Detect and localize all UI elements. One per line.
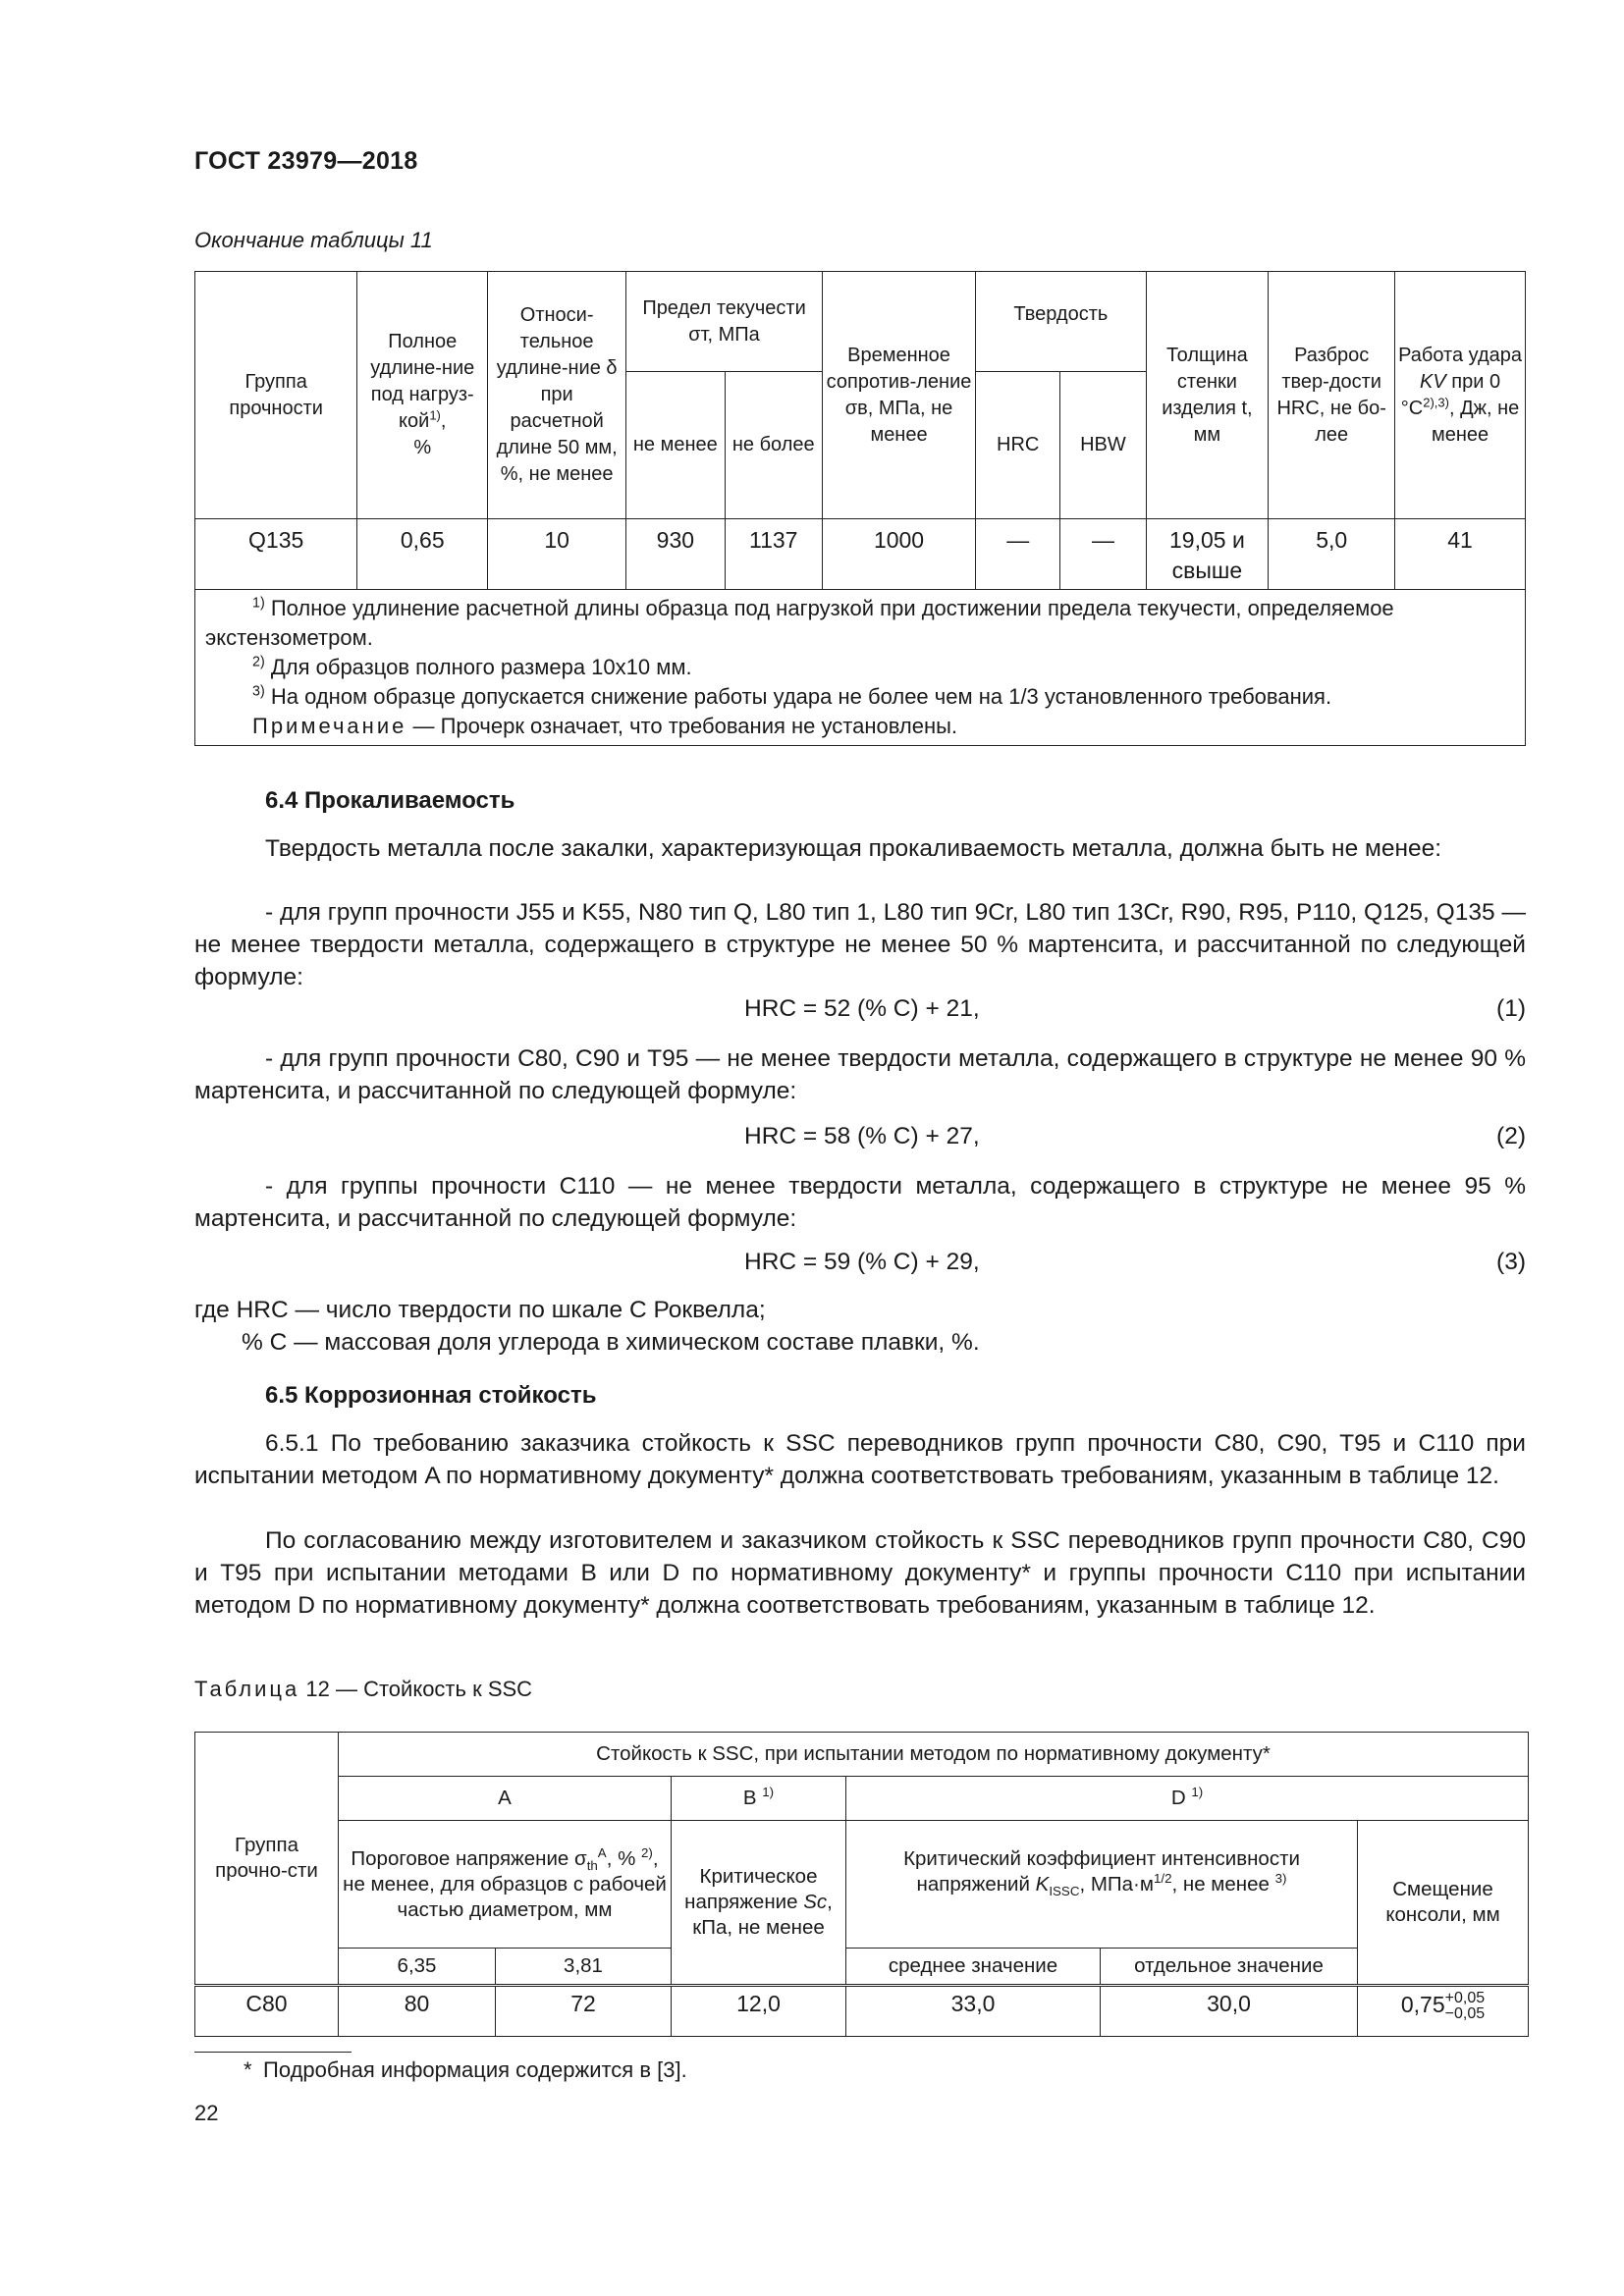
- t11-note-3: $^{3)}$ На одном образце допускается снижение работы удара не более чем на 1/3 установленного требования.: [252, 683, 1332, 709]
- t12-header-critical: Критическое напряжение Sc, кПа, не менее: [672, 1821, 846, 1986]
- section-6-4-p4: - для группы прочности C110 — не менее твердости металла, содержащего в структуре не менее 95 % мартенсита, и рассчитанной по следующей формуле:: [194, 1173, 1526, 1232]
- footnote: * Подробная информация содержится в [3].: [244, 2057, 687, 2082]
- t11-header-rel-elong: Относи-тельное удлине-ние δ при расчетной длине 50 мм, %, не менее: [488, 272, 626, 519]
- t12-header-d381: 3,81: [496, 1949, 672, 1986]
- table-12: [194, 1732, 1529, 2037]
- section-6-4-p2: - для групп прочности J55 и K55, N80 тип Q, L80 тип 1, L80 тип 9Cr, L80 тип 13Cr, R90, R95, P110, Q125, Q135 — не менее твердости металла, содержащего в структуре не менее 50 % мартенсита, и рассчитанной по следующей формуле:: [194, 899, 1526, 990]
- t11-header-spread: Разброс твер-дости HRC, не бо-лее: [1269, 272, 1395, 519]
- t11-header-full-elong: Полное удлине-ние под нагруз-кой$^{1)}$, %: [357, 272, 488, 519]
- t11-cell-yield-min: 930: [626, 519, 725, 590]
- t11-cell-full-elong: 0,65: [357, 519, 488, 590]
- t12-header-displacement: Смещение консоли, мм: [1358, 1821, 1529, 1986]
- t12-cell-b: 12,0: [672, 1986, 846, 2037]
- table12-caption: Таблица 12 — Стойкость к SSC: [194, 1677, 533, 1701]
- t12-cell-a635: 80: [339, 1986, 496, 2037]
- formula-1: HRC = 52 (% C) + 21, (1): [744, 995, 1526, 1022]
- t12-header-method-b: B $^{1)}$: [672, 1777, 846, 1821]
- document-header: ГОСТ 23979—2018: [194, 147, 418, 175]
- t11-cell-hbw: —: [1060, 519, 1146, 590]
- page-number: 22: [194, 2101, 219, 2125]
- formula-where-2: % C — массовая доля углерода в химическом составе плавки, %.: [242, 1329, 980, 1356]
- section-6-5-title: 6.5 Коррозионная стойкость: [265, 1382, 597, 1409]
- section-6-4-title: 6.4 Прокаливаемость: [265, 787, 515, 814]
- t11-note-1: $^{1)}$ Полное удлинение расчетной длины образца под нагрузкой при достижении предела текучести, определяемое экстензометром.: [205, 595, 1394, 650]
- section-6-5-p1: 6.5.1 По требованию заказчика стойкость к SSC переводников групп прочности C80, C90, T95 и C110 при испытании методом A по нормативному документу* должна соответствовать требованиям, указанным в таблице 12.: [194, 1430, 1526, 1489]
- t11-header-yield: Предел текучести σт, МПа: [626, 272, 823, 372]
- t12-cell-d-single: 30,0: [1101, 1986, 1358, 2037]
- t11-header-tensile: Временное сопротив-ление σв, МПа, не менее: [822, 272, 975, 519]
- t11-header-thickness: Толщина стенки изделия t, мм: [1146, 272, 1269, 519]
- t12-cell-a381: 72: [496, 1986, 672, 2037]
- t11-header-hardness: Твердость: [976, 272, 1146, 372]
- t11-header-hbw: HBW: [1060, 372, 1146, 519]
- t12-cell-displacement: 0,75+0,05 −0,05: [1358, 1986, 1529, 2037]
- t12-header-method-d: D $^{1)}$: [846, 1777, 1529, 1821]
- footnote-divider: [194, 2052, 352, 2053]
- t11-header-group: Группа прочности: [195, 272, 357, 519]
- section-6-4-p3: - для групп прочности C80, C90 и T95 — не менее твердости металла, содержащего в структуре не менее 90 % мартенсита, и рассчитанной по следующей формуле:: [194, 1045, 1526, 1104]
- t12-header-single: отдельное значение: [1101, 1949, 1358, 1986]
- t12-header-resist: Стойкость к SSC, при испытании методом по нормативному документу*: [339, 1733, 1529, 1777]
- t11-notes: [195, 590, 1526, 746]
- table-11: [194, 271, 1526, 746]
- formula-3: HRC = 59 (% C) + 29, (3): [744, 1249, 1526, 1275]
- t12-header-avg: среднее значение: [846, 1949, 1101, 1986]
- t11-header-yield-min: не менее: [626, 372, 725, 519]
- formula-2: HRC = 58 (% C) + 27, (2): [744, 1123, 1526, 1149]
- t12-header-d635: 6,35: [339, 1949, 496, 1986]
- formula-where-1: где HRC — число твердости по шкале С Роквелла;: [194, 1297, 766, 1323]
- section-6-4-p1: Твердость металла после закалки, характеризующая прокаливаемость металла, должна быть не менее:: [265, 835, 1442, 862]
- t12-cell-group: C80: [195, 1986, 339, 2037]
- t11-cell-group: Q135: [195, 519, 357, 590]
- t12-header-threshold: Пороговое напряжение $\sigma_{th}^A$, % $^{2)}$, не менее, для образцов с рабочей частью диаметром, мм: [339, 1821, 672, 1949]
- t11-note-general: Примечание — Прочерк означает, что требования не установлены.: [252, 714, 958, 738]
- table11-caption: Окончание таблицы 11: [194, 228, 433, 252]
- t12-cell-d-avg: 33,0: [846, 1986, 1101, 2037]
- t11-cell-thickness: 19,05 и свыше: [1146, 519, 1269, 590]
- t11-cell-impact: 41: [1395, 519, 1526, 590]
- t12-header-kissc: Критический коэффициент интенсивности напряжений $K_{ISSC}$, $МПа\cdot м^{1/2}$, не менее $^{3)}$: [846, 1821, 1358, 1949]
- t11-cell-tensile: 1000: [822, 519, 975, 590]
- t11-cell-yield-max: 1137: [725, 519, 822, 590]
- t12-header-method-a: A: [339, 1777, 672, 1821]
- t11-cell-spread: 5,0: [1269, 519, 1395, 590]
- t11-cell-rel-elong: 10: [488, 519, 626, 590]
- t11-header-hrc: HRC: [976, 372, 1060, 519]
- t11-header-impact: Работа удара KV при 0 $^\circ C^{2),3)}$, Дж, не менее: [1395, 272, 1526, 519]
- t12-header-group: Группа прочно-сти: [195, 1733, 339, 1986]
- t11-note-2: $^{2)}$ Для образцов полного размера 10x10 мм.: [252, 654, 692, 679]
- t11-header-yield-max: не более: [725, 372, 822, 519]
- t11-cell-hrc: —: [976, 519, 1060, 590]
- section-6-5-p2: По согласованию между изготовителем и заказчиком стойкость к SSC переводников групп прочности C80, C90 и T95 при испытании методами B или D по нормативному документу* и группы прочности C110 при испытании методом D по нормативному документу* должна соответствовать требованиям, указанным в таблице 12.: [194, 1527, 1526, 1619]
